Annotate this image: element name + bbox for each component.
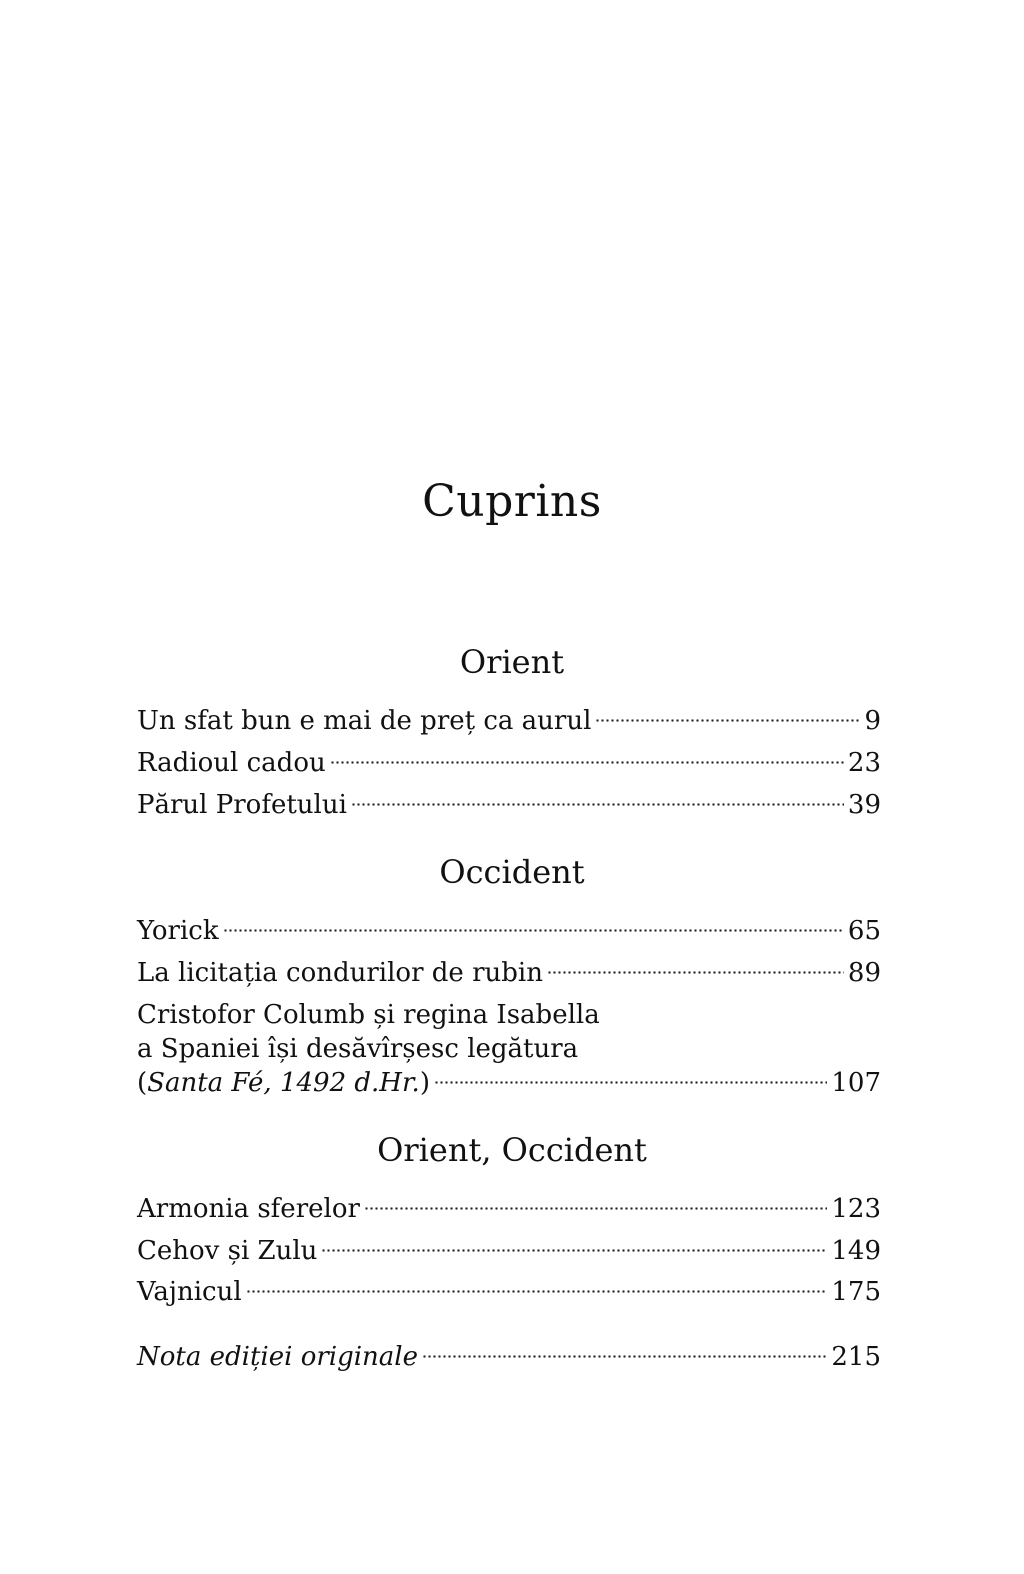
toc-entry[interactable] — [137, 914, 881, 948]
paren-open: ( — [137, 1068, 148, 1098]
dot-leader — [321, 1243, 827, 1253]
paren-close: ) — [419, 1068, 430, 1098]
toc-entry[interactable] — [137, 788, 881, 822]
toc-entry-title-line1[interactable]: Cristofor Columb și regina Isabella — [137, 1000, 600, 1030]
toc-entry[interactable] — [137, 1275, 881, 1309]
dot-leader — [351, 797, 844, 807]
dot-leader — [223, 923, 844, 933]
dot-leader — [246, 1284, 828, 1294]
dot-leader — [547, 965, 844, 975]
toc-entry-page: 23 — [847, 748, 881, 778]
toc-entry-page: 9 — [864, 706, 881, 736]
section-heading-occident: Occident — [439, 853, 585, 891]
toc-entry-page: 149 — [831, 1236, 881, 1266]
toc-entry-title: Cehov și Zulu — [137, 1236, 318, 1266]
toc-entry-note[interactable] — [137, 1340, 881, 1374]
toc-entry[interactable] — [137, 1234, 881, 1268]
toc-entry[interactable] — [137, 956, 881, 990]
dot-leader — [330, 755, 844, 765]
toc-entry-title: Un sfat bun e mai de preț ca aurul — [137, 706, 592, 736]
toc-entry-title-line2[interactable]: a Spaniei își desăvîrșesc legătura — [137, 1034, 579, 1064]
toc-entry-page: 215 — [831, 1342, 881, 1372]
toc-entry[interactable] — [137, 1066, 881, 1100]
toc-entry-page: 107 — [831, 1068, 881, 1098]
toc-entry-title: Vajnicul — [137, 1277, 242, 1307]
toc-entry[interactable] — [137, 704, 881, 738]
toc-entry-page: 175 — [831, 1277, 881, 1307]
page-title: Cuprins — [422, 476, 602, 527]
dot-leader — [434, 1075, 827, 1085]
toc-entry-italic-detail: Santa Fé, 1492 d.Hr. — [147, 1068, 420, 1098]
toc-entry-page: 123 — [831, 1194, 881, 1224]
dot-leader — [364, 1201, 827, 1211]
section-heading-orient: Orient — [459, 643, 565, 681]
toc-entry-title: Părul Profetului — [137, 790, 347, 820]
section-heading-orient-occident: Orient, Occident — [377, 1131, 647, 1169]
toc-entry-page: 39 — [847, 790, 881, 820]
toc-entry-title: La licitația condurilor de rubin — [137, 958, 543, 988]
toc-entry[interactable] — [137, 746, 881, 780]
toc-entry-title: Yorick — [137, 916, 219, 946]
toc-entry-title: Radioul cadou — [137, 748, 326, 778]
toc-entry-title-line3 — [137, 1066, 430, 1100]
dot-leader — [595, 713, 860, 723]
toc-entry[interactable] — [137, 1192, 881, 1226]
dot-leader — [422, 1349, 827, 1359]
toc-entry-title: Armonia sferelor — [137, 1194, 360, 1224]
toc-entry-title: Nota ediției originale — [137, 1342, 418, 1372]
toc-entry-page: 89 — [847, 958, 881, 988]
toc-entry-page: 65 — [847, 916, 881, 946]
